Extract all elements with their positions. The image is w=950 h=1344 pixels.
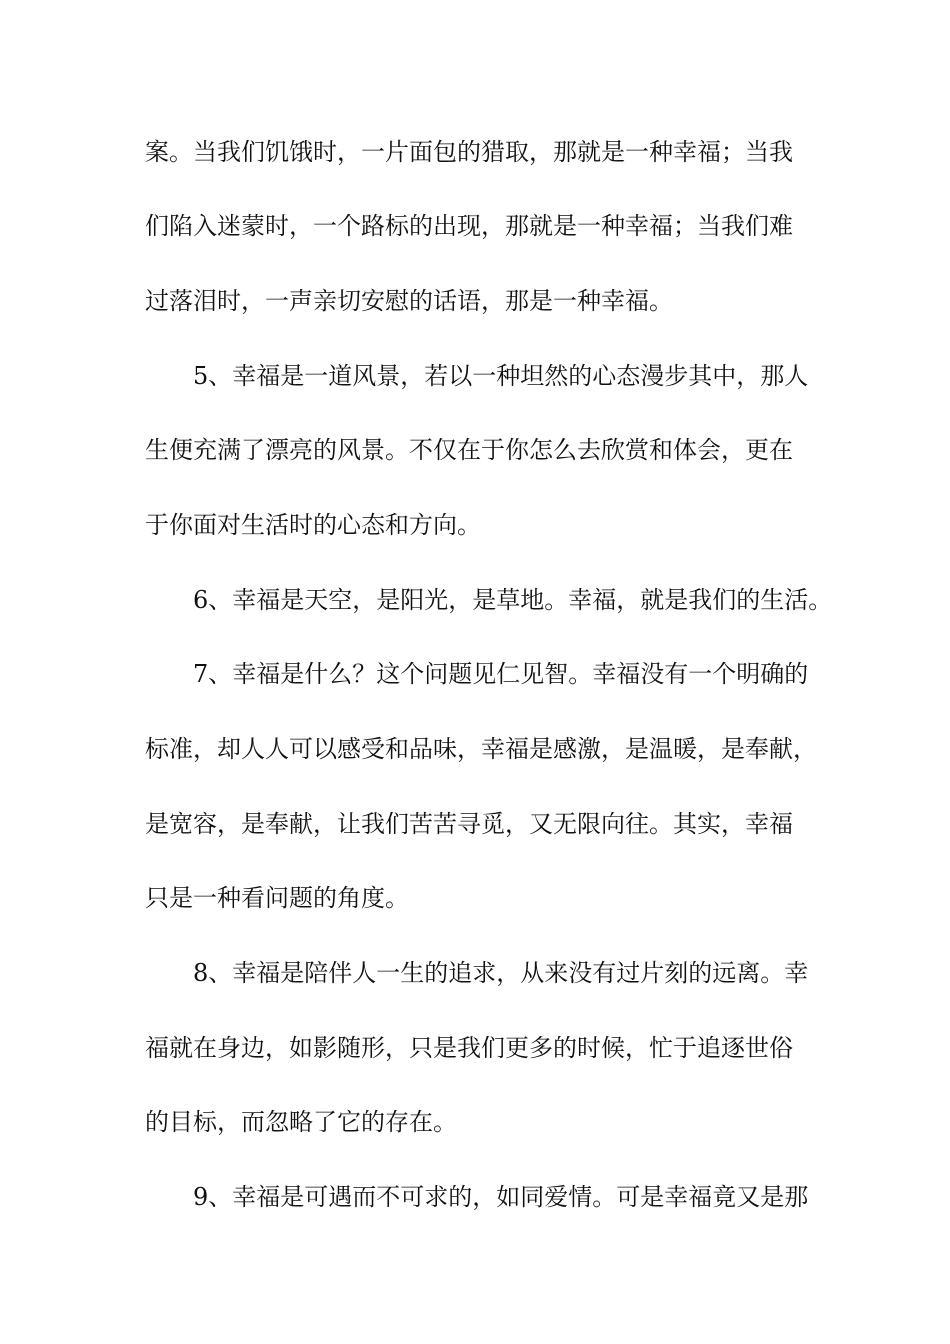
paragraph-start-line: 7、幸福是什么？这个问题见仁见智。幸福没有一个明确的 <box>193 660 809 688</box>
text-line: 标准，却人人可以感受和品味，幸福是感激，是温暖，是奉献， <box>145 735 817 763</box>
paragraph-start-line: 6、幸福是天空，是阳光，是草地。幸福，就是我们的生活。 <box>193 586 833 614</box>
text-line: 于你面对生活时的心态和方向。 <box>145 511 481 539</box>
paragraph-start-line: 5、幸福是一道风景，若以一种坦然的心态漫步其中，那人 <box>193 362 809 390</box>
text-line: 们陷入迷蒙时，一个路标的出现，那就是一种幸福；当我们难 <box>145 212 793 240</box>
paragraph-start-line: 9、幸福是可遇而不可求的，如同爱情。可是幸福竟又是那 <box>193 1183 809 1211</box>
text-line: 福就在身边，如影随形，只是我们更多的时候，忙于追逐世俗 <box>145 1034 793 1062</box>
text-line: 的目标，而忽略了它的存在。 <box>145 1108 457 1136</box>
text-line: 过落泪时，一声亲切安慰的话语，那是一种幸福。 <box>145 287 673 315</box>
text-line: 案。当我们饥饿时，一片面包的猎取，那就是一种幸福；当我 <box>145 138 793 166</box>
text-line: 只是一种看问题的角度。 <box>145 884 409 912</box>
text-line: 生便充满了漂亮的风景。不仅在于你怎么去欣赏和体会，更在 <box>145 436 793 464</box>
text-line: 是宽容，是奉献，让我们苦苦寻觅，又无限向往。其实，幸福 <box>145 810 793 838</box>
paragraph-start-line: 8、幸福是陪伴人一生的追求，从来没有过片刻的远离。幸 <box>193 959 809 987</box>
